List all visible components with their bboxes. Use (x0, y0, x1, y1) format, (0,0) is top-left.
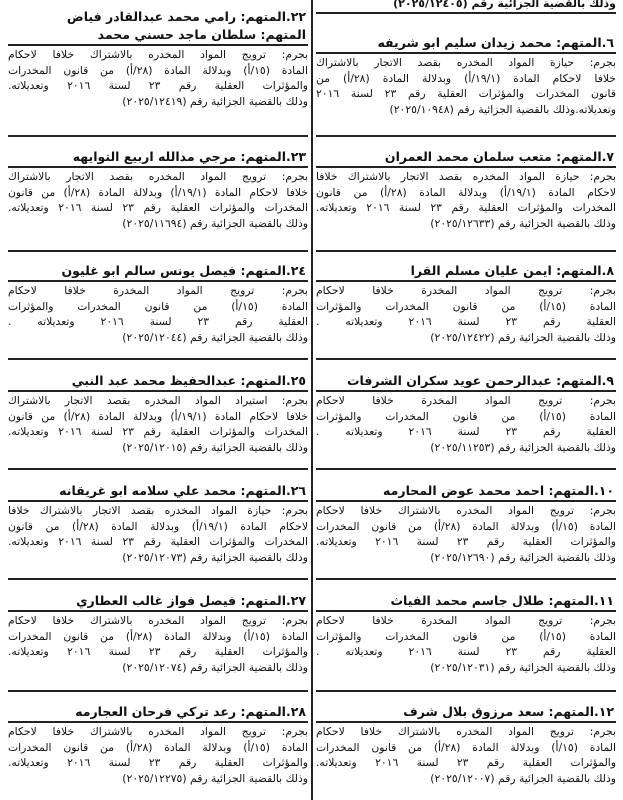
column-divider (311, 0, 313, 800)
charge-line: لاحكام المادة (١٩/١/أ) وبدلالة المادة (٢٨/أ) من قانون (8, 519, 308, 533)
case-number-line: وذلك بالقضية الجزائية رقم (٢٠٢٥/١١٢٥٣) (430, 440, 616, 454)
separator-rule (316, 468, 616, 470)
charge-line: المادة (١٥/أ) من قانون المخدرات والمؤثرات (8, 299, 308, 313)
defendant-heading: ١٠.المتهم: احمد محمد عوض المحارمه (383, 483, 614, 498)
charge-line: المادة (١٥/أ) وبدلالة المادة (٢٨/أ) من قانون المخدرات (8, 629, 308, 643)
case-number-line: وذلك بالقضية الجزائية رقم (٢٠٢٥/١٢٠١٥) (122, 440, 308, 454)
notice-entry (8, 482, 308, 565)
charge-line: المادة (١٥/أ) وبدلالة المادة (٢٨/أ) من قانون المخدرات (316, 519, 616, 533)
charge-line: بجرم: ترويج المواد المخدرة خلافا لاحكام (316, 394, 616, 407)
charge-text (8, 44, 308, 109)
notice-entry (8, 148, 308, 231)
case-number-line: وذلك بالقضية الجزائية رقم (٢٠٢٥/١٢٤٢٢) (430, 330, 616, 344)
defendant-heading: ٦.المتهم: محمد زيدان سليم ابو شريفه (377, 35, 614, 50)
notice-entry (316, 148, 616, 231)
charge-line: بجرم: ترويج المواد المخدره بالاشتراك خلافا لاحكام (316, 725, 616, 738)
charge-line: بجرم: حيازة المواد المخدره بقصد الاتجار بالاشتراك خلافا (316, 170, 616, 183)
defendant-heading: ٢٣.المتهم: مرجي مدالله اربيع التوايهه (72, 149, 306, 164)
notice-entry (316, 372, 616, 455)
separator-rule (316, 690, 616, 692)
charge-line: المادة (١٥/أ) من قانون المخدرات والمؤثرات (316, 299, 616, 313)
charge-line: المخدرات والمؤثرات العقلية رقم ٢٣ لسنة ٢٠١٦ وتعديلاته. (8, 425, 308, 438)
charge-line: المادة (١٥/أ) وبدلالة المادة (٢٨/أ) من قانون المخدرات (8, 740, 308, 754)
charge-line: خلافا لاحكام المادة (١٩/١/أ) وبدلالة المادة (٢٨/أ) من قانون (8, 409, 308, 423)
charge-line: بجرم: حيازة المواد المخدره بقصد الاتجار بالاشتراك (316, 56, 616, 69)
case-number-line: وذلك بالقضية الجزائية رقم (٢٠٢٥/١٢٠٠٧) (430, 771, 616, 785)
case-number-line: وتعديلاته.وذلك بالقضية الجزائية رقم (٢٠٢٥/١٠٩٤٨) (389, 102, 616, 116)
notice-entry (8, 262, 308, 345)
charge-text (8, 721, 308, 786)
defendant-heading: ١٢.المتهم: سعد مرزوق بلال شرف (403, 704, 614, 719)
case-number-line: وذلك بالقضية الجزائية رقم (٢٠٢٥/١٢٦٣٣) (430, 216, 616, 230)
separator-rule (316, 12, 616, 14)
charge-line: بجرم: ترويج المواد المخدره بالاشتراك خلافا لاحكام (8, 725, 308, 738)
case-number-line: وذلك بالقضية الجزائية رقم (٢٠٢٥/١٢٠٣١) (430, 660, 616, 674)
charge-text (316, 500, 616, 565)
case-number-line: وذلك بالقضية الجزائية رقم (٢٠٢٥/١٢٠٧٣) (122, 550, 308, 564)
charge-line: بجرم: حيازة المواد المخدره بقصد الاتجار بالاشتراك خلافا (8, 504, 308, 517)
charge-line: بجرم: ترويج المواد المخدرة خلافا لاحكام (316, 614, 616, 627)
charge-line: المخدرات والمؤثرات العقلية رقم ٢٣ لسنة ٢٠١٦ وتعديلاته. (8, 535, 308, 548)
case-number-line: وذلك بالقضية الجزائية رقم (٢٠٢٥/١٢٢٧٥) (122, 771, 308, 785)
charge-line: قانون المخدرات والمؤثرات العقلية رقم ٢٣ لسنة ٢٠١٦ (316, 87, 616, 100)
case-number-line: وذلك بالقضية الجزائية رقم (٢٠٢٥/١٢٦٩٠) (430, 550, 616, 564)
case-number-line: وذلك بالقضية الجزائية رقم (٢٠٢٥/١٢٠٧٤) (122, 660, 308, 674)
charge-text (8, 280, 308, 345)
separator-rule (316, 578, 616, 580)
charge-line: المخدرات والمؤثرات العقلية رقم ٢٣ لسنة ٢٠١٦ وتعديلاته. (8, 201, 308, 214)
defendant-heading: ٢٤.المتهم: فيصل يونس سالم ابو غليون (61, 263, 306, 278)
charge-text (316, 52, 616, 117)
defendant-heading: ٢٦.المتهم: محمد علي سلامه ابو غريقانه (59, 483, 306, 498)
charge-text (8, 166, 308, 231)
charge-line: خلافا لاحكام المادة (١٩/١/أ) وبدلالة المادة (٢٨/أ) من (316, 71, 616, 85)
defendant-heading: ٩.المتهم: عبدالرحمن عويد سكران الشرفات (346, 373, 614, 388)
charge-line: والمؤثرات العقلية رقم ٢٣ لسنة ٢٠١٦ وتعديلاته. (316, 535, 616, 548)
charge-line: المادة (١٥/أ) من قانون المخدرات والمؤثرات (316, 409, 616, 423)
charge-text (8, 500, 308, 565)
charge-text (316, 610, 616, 675)
notice-entry (8, 372, 308, 455)
notice-entry (8, 8, 308, 109)
separator-rule (8, 358, 308, 360)
charge-text (316, 166, 616, 231)
charge-text (316, 280, 616, 345)
cut-off-line: وذلك بالقضية الجزائية رقم (٢٠٢٥/١٢٤٠٥) (393, 0, 616, 10)
right-column (316, 0, 616, 800)
charge-line: العقلية رقم ٢٣ لسنة ٢٠١٦ وتعديلاته . (316, 425, 616, 438)
defendant-heading: ٢٢.المتهم: رامي محمد عبدالقادر فياض (66, 9, 306, 24)
separator-rule (316, 250, 616, 252)
defendant-heading: ٢٥.المتهم: عبدالحفيظ محمد عبد النبي (71, 373, 306, 388)
charge-line: العقلية رقم ٢٣ لسنة ٢٠١٦ وتعديلاته . (8, 315, 308, 328)
separator-rule (8, 250, 308, 252)
defendant-heading: ١١.المتهم: طلال جاسم محمد الفياث (390, 593, 614, 608)
defendant-heading: ٧.المتهم: متعب سلمان محمد العمران (384, 149, 614, 164)
second-defendant-heading: المتهم: سلطان ماجد حسني محمد (97, 27, 306, 42)
charge-line: بجرم: ترويج المواد المخدرة خلافا لاحكام (316, 284, 616, 297)
charge-line: العقلية رقم ٢٣ لسنة ٢٠١٦ وتعديلاته . (316, 315, 616, 328)
charge-text (316, 390, 616, 455)
notice-entry (8, 592, 308, 675)
charge-line: والمؤثرات العقلية رقم ٢٣ لسنة ٢٠١٦ وتعديلاته. (8, 756, 308, 769)
charge-line: المادة (١٥/أ) وبدلالة المادة (٢٨/أ) من قانون المخدرات (8, 63, 308, 77)
charge-line: المادة (١٥/أ) من قانون المخدرات والمؤثرات (316, 629, 616, 643)
charge-line: خلافا لاحكام المادة (١٩/١/أ) وبدلالة المادة (٢٨/أ) من قانون (8, 185, 308, 199)
charge-line: العقلية رقم ٢٣ لسنة ٢٠١٦ وتعديلاته . (316, 645, 616, 658)
charge-line: بجرم: ترويج المواد المخدره بالاشتراك خلافا لاحكام (316, 504, 616, 517)
defendant-heading: ٢٧.المتهم: فيصل فواز غالب العطاري (76, 593, 306, 608)
separator-rule (8, 135, 308, 137)
charge-line: والمؤثرات العقلية رقم ٢٣ لسنة ٢٠١٦ وتعديلاته. (8, 79, 308, 92)
charge-line: والمؤثرات العقلية رقم ٢٣ لسنة ٢٠١٦ وتعديلاته. (316, 756, 616, 769)
charge-line: والمؤثرات العقلية رقم ٢٣ لسنة ٢٠١٦ وتعديلاته. (8, 645, 308, 658)
charge-line: بجرم: ترويج المواد المخدره بالاشتراك خلافا لاحكام (8, 48, 308, 61)
separator-rule (316, 135, 616, 137)
separator-rule (8, 690, 308, 692)
charge-text (316, 721, 616, 786)
case-number-line: وذلك بالقضية الجزائية رقم (٢٠٢٥/١٢٠٤٤) (122, 330, 308, 344)
notice-entry (316, 592, 616, 675)
charge-line: المخدرات والمؤثرات العقلية رقم ٢٣ لسنة ٢٠١٦ وتعديلاته. (316, 201, 616, 214)
charge-line: بجرم: ترويج المواد المخدره بالاشتراك خلافا لاحكام (8, 614, 308, 627)
defendant-heading: ٢٨.المتهم: رعد تركي فرحان العجارمه (75, 704, 306, 719)
separator-rule (316, 358, 616, 360)
case-number-line: وذلك بالقضية الجزائية رقم (٢٠٢٥/١١٦٩٤) (122, 216, 308, 230)
charge-line: لاحكام المادة (١٩/١/أ) وبدلالة المادة (٢٨/أ) من قانون (316, 185, 616, 199)
charge-line: بجرم: ترويج المواد المخدرة خلافا لاحكام (8, 284, 308, 297)
defendant-heading: ٨.المتهم: ايمن عليان مسلم القرا (410, 263, 614, 278)
charge-text (8, 610, 308, 675)
left-column (8, 0, 308, 800)
separator-rule (8, 578, 308, 580)
notice-entry (316, 703, 616, 786)
charge-line: بجرم: ترويج المواد المخدره بقصد الاتجار بالاشتراك (8, 170, 308, 183)
charge-line: بجرم: استيراد المواد المخدره بقصد الاتجار بالاشتراك (8, 394, 308, 407)
charge-line: المادة (١٥/أ) وبدلالة المادة (٢٨/أ) من قانون المخدرات (316, 740, 616, 754)
separator-rule (8, 468, 308, 470)
notice-entry (316, 262, 616, 345)
notice-entry (8, 703, 308, 786)
case-number-line: وذلك بالقضية الجزائية رقم (٢٠٢٥/١٢٤١٩) (122, 94, 308, 108)
notice-entry (316, 482, 616, 565)
charge-text (8, 390, 308, 455)
notice-entry (316, 34, 616, 117)
